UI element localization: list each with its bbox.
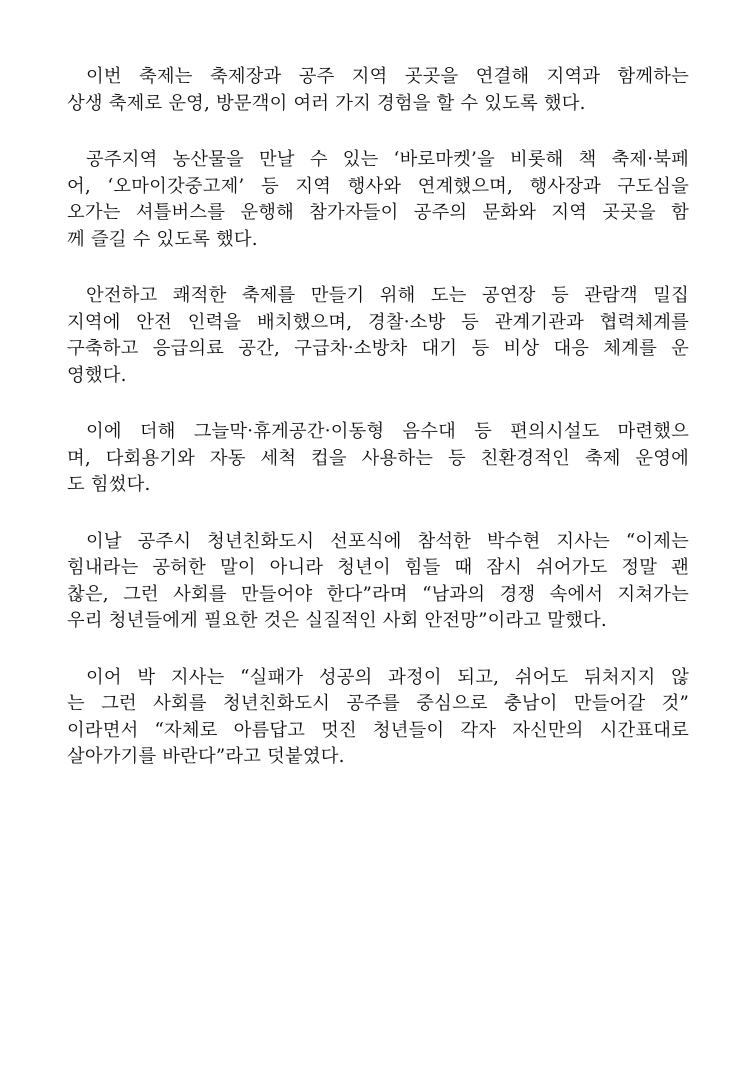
text-line: 공주지역 농산물을 만날 수 있는 ‘바로마켓’을 비롯해 책 축제·북페 [86,149,689,170]
text-line: 이에 더해 그늘막·휴게공간·이동형 음수대 등 편의시설도 마련했으 [86,421,689,442]
paragraph-amenities [67,419,689,499]
text-line: 이날 공주시 청년친화도시 선포식에 참석한 박수현 지사는 “이제는 [86,530,689,552]
document-body [67,64,689,801]
text-line: 찮은, 그런 사회를 만들어야 한다”라며 “남과의 경쟁 속에서 지쳐가는 [67,583,689,605]
text-line: 살아가기를 바란다”라고 덧붙였다. [67,746,345,767]
paragraph-safety [67,283,689,389]
text-line: 힘내라는 공허한 말이 아니라 청년이 힘들 때 잠시 쉬어가도 정말 괜 [67,557,689,578]
text-line: 지역에 안전 인력을 배치했으며, 경찰·소방 등 관계기관과 협력체계를 [67,311,689,333]
text-line: 도 힘썼다. [67,474,151,495]
paragraph-governor-remarks [67,529,689,635]
paragraph-closing-remarks [67,665,689,771]
paragraph-local-events [67,147,689,253]
text-line: 우리 청년들에게 필요한 것은 실질적인 사회 안전망”이라고 말했다. [67,610,607,631]
text-line: 구축하고 응급의료 공간, 구급차·소방차 대기 등 비상 대응 체계를 운 [67,338,689,359]
text-line: 어, ‘오마이갓중고제’ 등 지역 행사와 연계했으며, 행사장과 구도심을 [67,175,689,197]
text-line: 이번 축제는 축제장과 공주 지역 곳곳을 연결해 지역과 함께하는 [86,66,689,87]
text-line: 영했다. [67,364,127,386]
text-line: 안전하고 쾌적한 축제를 만들기 위해 도는 공연장 등 관람객 밀집 [86,285,689,306]
text-line: 이라면서 “자체로 아름답고 멋진 청년들이 각자 자신만의 시간표대로 [67,719,689,741]
text-line: 상생 축제로 운영, 방문객이 여러 가지 경험을 할 수 있도록 했다. [67,92,586,114]
text-line: 오가는 셔틀버스를 운행해 참가자들이 공주의 문화와 지역 곳곳을 함 [67,202,689,223]
text-line: 며, 다회용기와 자동 세척 컵을 사용하는 등 친환경적인 축제 운영에 [67,447,689,469]
paragraph-festival-overview [67,64,689,117]
text-line: 이어 박 지사는 “실패가 성공의 과정이 되고, 쉬어도 뒤처지지 않 [86,666,689,688]
text-line: 는 그런 사회를 청년친화도시 공주를 중심으로 충남이 만들어갈 것” [67,693,689,714]
text-line: 께 즐길 수 있도록 했다. [67,228,258,250]
